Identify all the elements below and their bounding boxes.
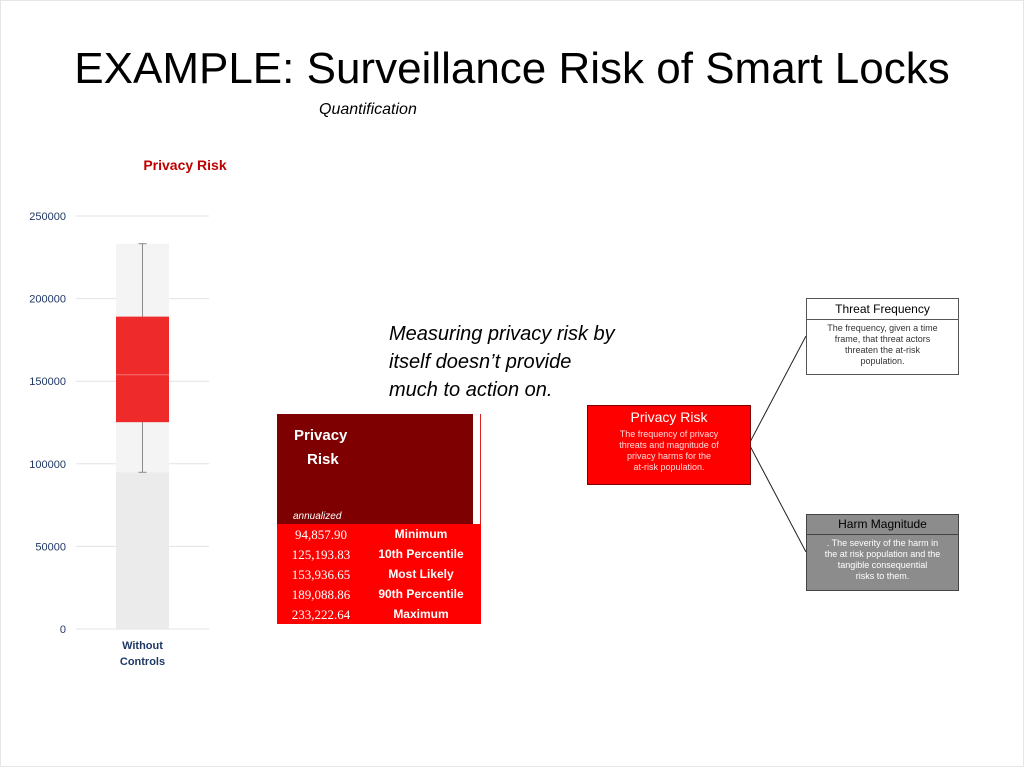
table-cell-label: Most Likely: [388, 567, 454, 581]
description-line: threaten the at-risk: [844, 345, 921, 355]
description-line: The frequency, given a time: [827, 323, 938, 333]
x-category-label: Controls: [119, 656, 166, 668]
description-line: frame, that threat actors: [834, 334, 931, 344]
y-tick-label: 250000: [29, 211, 66, 223]
description-line: tangible consequential: [837, 560, 928, 570]
privacy-risk-node: [587, 405, 751, 485]
y-tick-label: 150000: [29, 376, 66, 389]
table-cell-value: 125,193.83: [291, 547, 351, 562]
table-cell-value: 94,857.90: [295, 527, 347, 542]
risk-table-note: annualized: [293, 511, 342, 522]
risk-table-title: Privacy: [294, 427, 348, 444]
threat-frequency-description: [807, 323, 958, 367]
description-line: threats and magnitude of: [619, 440, 719, 450]
table-cell-value: 153,936.65: [291, 567, 351, 582]
privacy-risk-description: [588, 429, 750, 473]
y-tick-label: 0: [59, 624, 66, 636]
harm-magnitude-description: [807, 538, 958, 582]
table-cell-value: 189,088.86: [291, 587, 351, 602]
threat-frequency-node: [806, 298, 959, 375]
x-category-label: Without: [122, 640, 163, 652]
chart-title: Privacy Risk: [143, 157, 227, 173]
description-line: at-risk population.: [633, 462, 705, 472]
description-line: risks to them.: [855, 571, 910, 581]
callout-line: itself doesn’t provide: [389, 351, 572, 373]
slide-subtitle: Quantification: [319, 101, 417, 118]
table-cell-value: 233,222.64: [291, 607, 351, 622]
table-cell-label: 90th Percentile: [378, 587, 464, 601]
connector-line: [749, 444, 806, 552]
divider: [807, 534, 958, 535]
y-tick-label: 50000: [35, 541, 66, 554]
description-line: population.: [860, 356, 905, 366]
callout-line: Measuring privacy risk by: [389, 323, 615, 345]
description-line: the at risk population and the: [824, 549, 941, 559]
description-line: The frequency of privacy: [619, 429, 719, 439]
threat-frequency-heading: Threat Frequency: [835, 302, 930, 316]
risk-table-title: Risk: [307, 451, 339, 468]
callout-line: much to action on.: [389, 379, 553, 401]
table-cell-label: Maximum: [393, 607, 449, 621]
divider: [807, 319, 958, 320]
y-tick-label: 200000: [29, 293, 66, 306]
connector-line: [749, 336, 806, 444]
privacy-risk-heading: Privacy Risk: [630, 409, 708, 425]
description-line: . The severity of the harm in: [826, 538, 939, 548]
harm-magnitude-node: [806, 514, 959, 591]
description-line: privacy harms for the: [626, 451, 712, 461]
slide-title: EXAMPLE: Surveillance Risk of Smart Locks: [74, 44, 950, 93]
y-tick-label: 100000: [29, 458, 66, 471]
table-cell-label: Minimum: [394, 527, 448, 541]
harm-magnitude-heading: Harm Magnitude: [838, 517, 927, 531]
table-cell-label: 10th Percentile: [378, 547, 464, 561]
